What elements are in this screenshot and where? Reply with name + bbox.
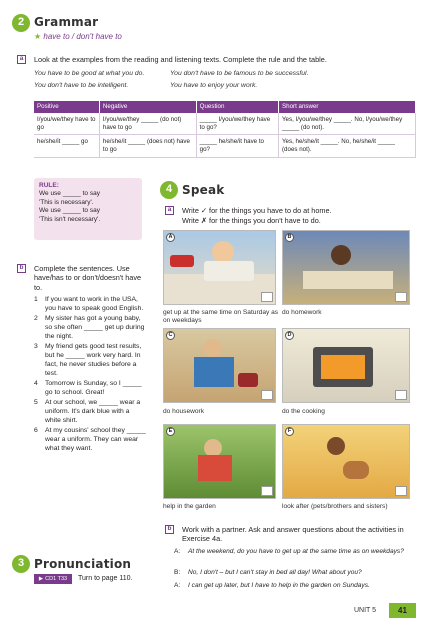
table-row [34,113,416,135]
task-b-instruction: Complete the sentences. Use have/has to or don't/doesn't have to. [34,264,142,292]
section-number-pronunciation: 3 [12,555,30,573]
picture-d [282,328,410,403]
table-cell: I/you/we/they have to go [34,113,99,135]
rule-line-2b: 'This isn't necessary'. [39,215,101,223]
rule-line-1b: 'This is necessary'. [39,198,94,206]
unit-label: UNIT 5 [354,607,377,614]
dog-illustration [343,461,369,479]
picture-letter: A [166,233,175,242]
example-4: You have to enjoy your work. [170,82,258,89]
pronunciation-title: Pronunciation [34,557,132,571]
page-number: 41 [389,603,416,618]
picture-e [163,424,276,499]
speak-title: Speak [182,183,225,197]
alarm-clock-illustration [170,255,194,267]
task-letter-a: a [17,55,26,64]
star-icon: ★ [34,32,42,41]
picture-letter: B [285,233,294,242]
list-item: 1 If you want to work in the USA, you have to speak good English. [34,296,144,312]
header-short-answer: Short answer [279,101,416,113]
grammar-table [34,101,416,158]
grammar-title: Grammar [34,15,99,29]
list-item: 2 My sister has got a young baby, so she often _____ get up during the night. [34,314,145,340]
table-cell: Yes, he/she/it _____. No, he/she/it _____ (does not). [279,135,416,158]
picture-letter: E [166,427,175,436]
table-cell: Yes, I/you/we/they _____. No, I/you/we/they _____ (do not). [279,113,416,135]
task-letter-b: b [17,264,26,273]
list-item: 5 At our school, we _____ wear a uniform. It's dark blue with a white shirt. [34,398,141,424]
table-header [34,101,416,113]
list-item: 3 My friend gets good test results, but he _____ work very hard. In fact, he never studies before a test. [34,342,142,377]
picture-f [282,424,410,499]
picture-letter: F [285,427,294,436]
dialogue-line: A: I can get up later, but I have to help in the garden on Sundays. [174,582,370,589]
cd-track-badge[interactable]: ▶ CD1 T33 [34,574,72,584]
play-icon: ▶ [38,575,44,582]
caption-c: do housework [163,408,205,415]
table-cell: he/she/it _____ go [34,135,99,158]
section-number-speak: 4 [160,181,178,199]
speak-instruction-2: Write ✗ for the things you don't have to do. [182,216,321,225]
example-2: You don't have to be famous to be successful. [170,70,309,77]
tick-box[interactable] [395,292,407,302]
vacuum-illustration [238,373,258,387]
exercise-list [34,296,146,454]
rule-box [34,178,142,240]
tick-box[interactable] [395,486,407,496]
caption-e: help in the garden [163,503,216,510]
caption-a: get up at the same time on Saturday as on weekdays [163,309,279,325]
rule-line-2: We use _____ to say [39,207,100,215]
person-illustration [327,437,345,455]
table-cell: _____ he/she/it have to go? [196,135,278,158]
desk-illustration [303,271,393,289]
table-cell: he/she/it _____ (does not) have to go [99,135,196,158]
caption-d: do the cooking [282,408,325,415]
caption-b: do homework [282,309,322,316]
pronunciation-text: Turn to page 110. [78,575,133,582]
picture-b [282,230,410,305]
tick-box[interactable] [261,390,273,400]
header-question: Question [196,101,278,113]
example-1: You have to be good at what you do. [34,70,145,77]
person-illustration [331,245,351,265]
picture-a [163,230,276,305]
table-cell: _____ I/you/we/they have to go? [196,113,278,135]
rule-title: RULE: [39,182,59,189]
section-number-grammar: 2 [12,14,30,32]
table-row [34,135,416,158]
tick-box[interactable] [261,292,273,302]
tick-box[interactable] [261,486,273,496]
tick-box[interactable] [395,390,407,400]
list-item: 4 Tomorrow is Sunday, so I _____ go to school. Great! [34,379,142,396]
speak-instruction-1: Write ✓ for the things you have to do at home. [182,206,332,215]
picture-letter: C [166,331,175,340]
person-illustration [204,339,222,357]
rule-line-1: We use _____ to say [39,190,100,198]
header-positive: Positive [34,101,99,113]
dialogue-line: A: At the weekend, do you have to get up at the same time as on weekdays? [174,548,404,555]
list-item: 6 At my cousins' school they _____ wear a uniform. They can wear what they want. [34,426,146,452]
dialogue-line: B: No, I don't – but I can't stay in bed all day! What about you? [174,569,362,576]
person-illustration [212,241,234,263]
speak-task-b-instruction: Work with a partner. Ask and answer questions about the activities in Exercise 4a. [182,525,404,544]
picture-c [163,328,276,403]
speak-task-letter-b: b [165,525,174,534]
grammar-instruction: Look at the examples from the reading and listening texts. Complete the rule and the table. [34,55,327,64]
table-cell: I/you/we/they _____ (do not) have to go [99,113,196,135]
speak-task-letter-a: a [165,206,174,215]
caption-f: look after (pets/brothers and sisters) [282,503,388,510]
picture-letter: D [285,331,294,340]
example-3: You don't have to be intelligent. [34,82,129,89]
header-negative: Negative [99,101,196,113]
grammar-subtitle: ★ have to / don't have to [34,32,122,41]
